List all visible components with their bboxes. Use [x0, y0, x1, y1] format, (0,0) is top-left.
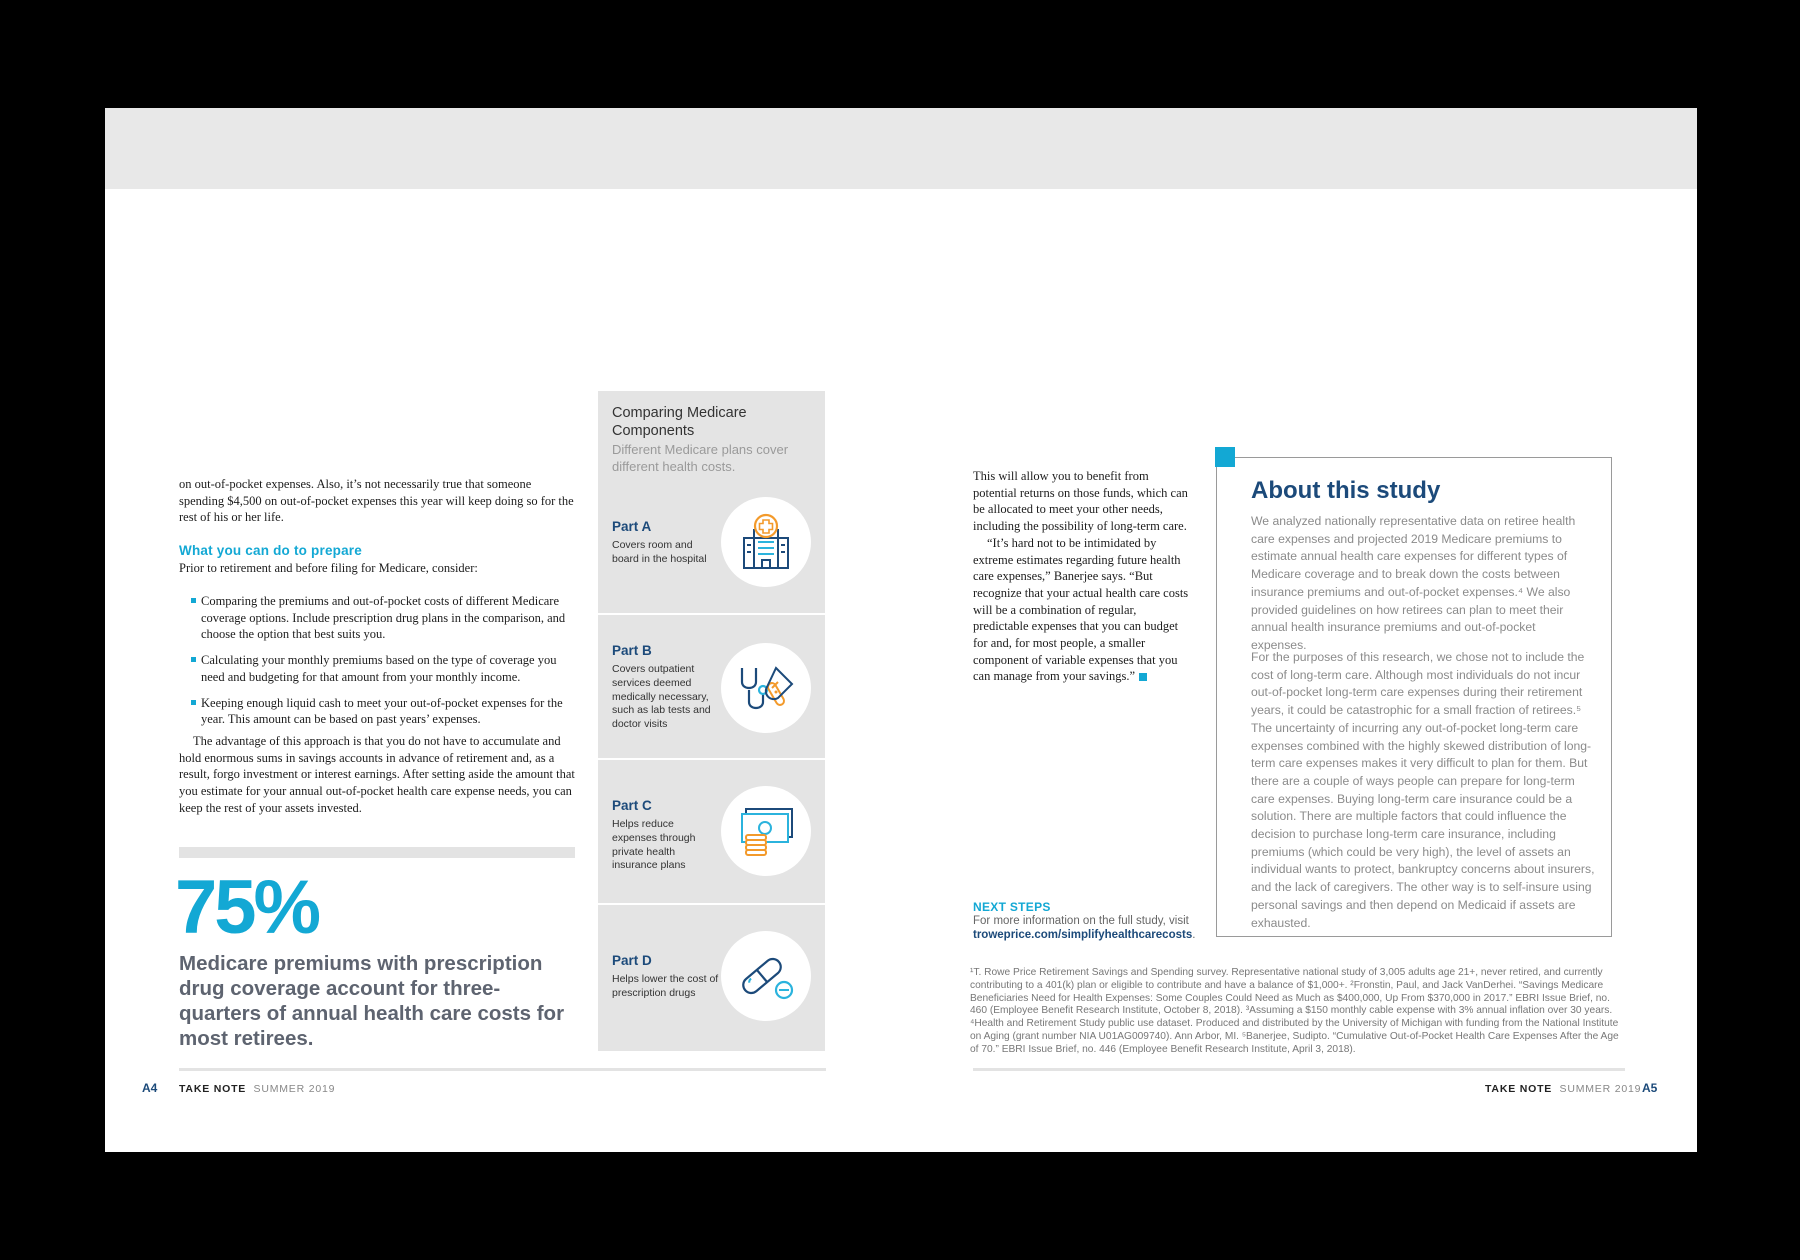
folio: TAKE NOTE SUMMER 2019: [1485, 1083, 1642, 1095]
sidebar-title: Comparing Medicare Components: [612, 405, 747, 439]
medicare-sidebar: [598, 391, 825, 1051]
part-label: Part C: [612, 798, 652, 813]
footnotes: ¹T. Rowe Price Retirement Savings and Spending survey. Representative national study of 3,005 adults age 21+, never retired, and currently contributing to a 401(k) plan or eligible to contribute and have a balance of $1,000+. ²Fronstin, Paul, and Jack VanDerhei. “Savings Medicare Beneficiaries Need for Health Expenses: Some Couples Could Need as Much as $400,000, Up From $370,000 in 2017.” EBRI Issue Brief, no. 460 (Employee Benefit Research Institute, October 8, 2018). ³Assuming a $150 monthly cable expense with 3% annual inflation over 30 years. ⁴Health and Retirement Study public use dataset. Produced and distributed by the University of Michigan with funding from the National Institute on Aging (grant number NIA U01AG009740). Ann Arbor, MI. ⁵Banerjee, Sudipto. “Cumulative Out-of-Pocket Health Care Expenses After the Age of 70.” EBRI Issue Brief, no. 446 (Employee Benefit Research Institute, April 3, 2018).: [970, 967, 1619, 1055]
page-number: A4: [142, 1081, 158, 1095]
part-desc: Covers outpatient services deemed medically necessary, such as lab tests and doctor visits: [612, 663, 711, 731]
hospital-icon: [736, 512, 796, 572]
study-link[interactable]: troweprice.com/simplifyhealthcarecosts: [973, 929, 1193, 941]
bullet-square-icon: [191, 598, 196, 603]
magazine-spread: [105, 108, 1697, 1152]
intro-paragraph: on out-of-pocket expenses. Also, it’s not necessarily true that someone spending $4,500 on out-of-pocket expenses this year will keep doing so for the rest of his or her life.: [179, 477, 574, 525]
advantage-paragraph: The advantage of this approach is that you do not have to accumulate and hold enormous sums in savings accounts in advance of retirement and, as a result, forgo investment or interest earnings. After setting aside the amount that you estimate for your annual out-of-pocket health care expense needs, you can keep the rest of your assets invested.: [179, 734, 575, 815]
part-icon-circle: [721, 497, 811, 587]
part-desc: Covers room and board in the hospital: [612, 539, 707, 565]
money-icon: [736, 801, 796, 861]
part-label: Part B: [612, 643, 652, 658]
part-d-card: [598, 903, 825, 1051]
next-steps-text: For more information on the full study, visit troweprice.com/simplifyhealthcarecosts.: [973, 915, 1196, 941]
sidebar-subtitle: Different Medicare plans cover different health costs.: [612, 442, 789, 474]
part-icon-circle: [721, 786, 811, 876]
next-steps-label: NEXT STEPS: [973, 900, 1051, 914]
part-desc: Helps lower the cost of prescription drugs: [612, 973, 719, 999]
prepare-list: [189, 593, 581, 737]
folio: TAKE NOTE SUMMER 2019: [179, 1083, 336, 1095]
part-a-card: [598, 391, 825, 613]
part-label: Part D: [612, 953, 652, 968]
end-mark-icon: [1139, 673, 1147, 681]
divider: [179, 847, 575, 858]
bullet-square-icon: [191, 657, 196, 662]
bullet-square-icon: [191, 700, 196, 705]
prepare-lead: Prior to retirement and before filing for Medicare, consider:: [179, 561, 478, 575]
part-icon-circle: [721, 931, 811, 1021]
page-number: A5: [1642, 1081, 1658, 1095]
stat-value: 75%: [175, 865, 319, 950]
list-item: Comparing the premiums and out-of-pocket costs of different Medicare coverage options. Include prescription drug plans in the comparison, and choose the option that best suits you.: [189, 593, 581, 643]
accent-square-icon: [1215, 447, 1235, 467]
list-item: Keeping enough liquid cash to meet your out-of-pocket expenses for the year. This amount can be based on past years’ expenses.: [189, 695, 581, 728]
right-column-text: [973, 468, 1193, 685]
footer-rule: [973, 1068, 1625, 1071]
column-paragraph: “It’s hard not to be intimidated by extreme estimates regarding future health care expenses,” Banerjee says. “But recognize that your actual health care costs will be a combination of regular, predictable expenses that you can budget for and, for most people, a smaller component of variable expenses that you can manage from your savings.”: [973, 535, 1189, 684]
pill-icon: [736, 946, 796, 1006]
column-paragraph: This will allow you to benefit from potential returns on those funds, which can be allocated to meet your other needs, including the possibility of long-term care.: [973, 469, 1188, 534]
about-paragraph: We analyzed nationally representative data on retiree health care expenses and projected 2019 Medicare premiums to estimate annual health care expenses for different types of Medicare coverage and to break down the costs between insurance premiums and out-of-pocket expenses.⁴ We also provided guidelines on how retirees can plan to meet their annual health insurance premiums and out-of-pocket expenses.: [1251, 514, 1576, 652]
part-b-card: [598, 613, 825, 758]
stat-text: Medicare premiums with prescription drug coverage account for three-quarters of annual health care costs for most retirees.: [179, 952, 565, 1050]
top-band: [105, 108, 1697, 189]
about-paragraph: For the purposes of this research, we chose not to include the cost of long-term care. Although most individuals do not incur out-of-pocket long-term care expenses during their retirement years, it could be catastrophic for a small fraction of retirees.⁵ The uncertainty of incurring any out-of-pocket long-term care expenses combined with the highly skewed distribution of long-term care expenses makes it very difficult to plan for them. But there are a couple of ways people can prepare for long-term care expenses. Buying long-term care insurance could be a solution. There are multiple factors that could influence the decision to purchase long-term care insurance, including premiums (which could be very high), the level of assets an individual wants to protect, bankruptcy concerns about insurers, and the lack of caregivers. The other way is to self-insure using personal savings and then depend on Medicaid if assets are exhausted.: [1251, 650, 1595, 930]
part-icon-circle: [721, 643, 811, 733]
stethoscope-icon: [736, 658, 796, 718]
about-title: About this study: [1251, 477, 1441, 504]
list-item: Calculating your monthly premiums based on the type of coverage you need and budgeting for that amount from your monthly income.: [189, 652, 581, 685]
part-label: Part A: [612, 519, 652, 534]
footer-rule: [179, 1068, 826, 1071]
prepare-heading: What you can do to prepare: [179, 543, 362, 558]
part-desc: Helps reduce expenses through private health insurance plans: [612, 818, 696, 872]
part-c-card: [598, 758, 825, 903]
